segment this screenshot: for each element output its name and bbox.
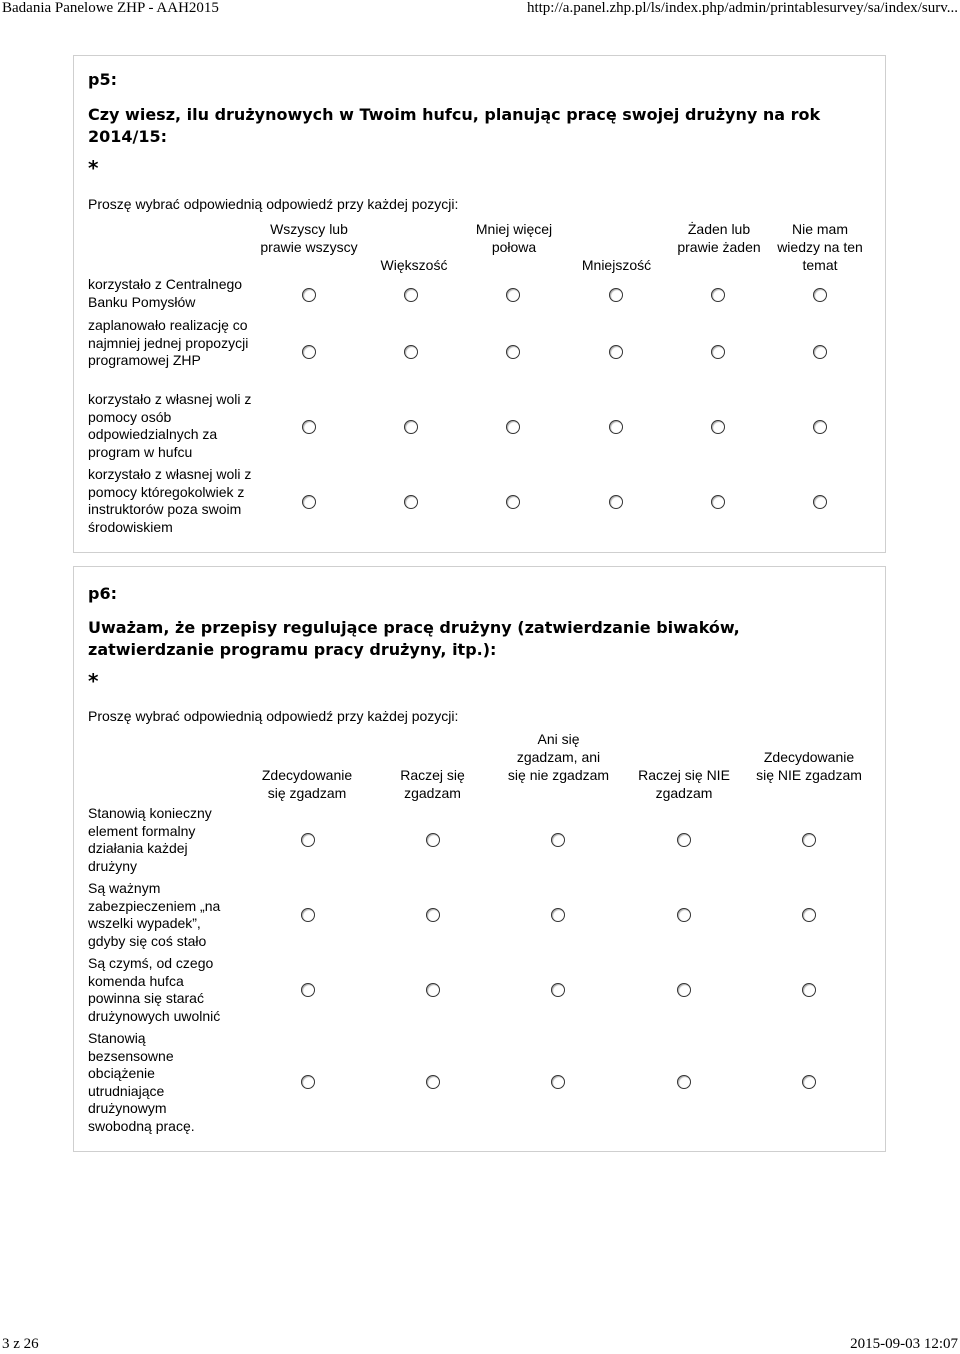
column-header: Raczej się zgadzam <box>400 767 465 801</box>
radio-button[interactable] <box>301 983 315 997</box>
radio-button[interactable] <box>711 420 725 434</box>
radio-button[interactable] <box>677 833 691 847</box>
radio-button[interactable] <box>301 1075 315 1089</box>
radio-button[interactable] <box>404 345 418 359</box>
radio-button[interactable] <box>404 495 418 509</box>
radio-button[interactable] <box>551 1075 565 1089</box>
radio-button[interactable] <box>551 908 565 922</box>
column-header: Żaden lub prawie żaden <box>677 221 761 255</box>
radio-button[interactable] <box>677 1075 691 1089</box>
header-title: Badania Panelowe ZHP - AAH2015 <box>2 0 219 16</box>
mandatory-marker: * <box>88 156 99 180</box>
radio-button[interactable] <box>301 908 315 922</box>
question-text: Uważam, że przepisy regulujące pracę drużyny (zatwierdzanie biwaków, zatwierdzanie programu pracy drużyny, itp.): <box>88 618 740 659</box>
column-header: Zdecydowanie się zgadzam <box>261 767 353 801</box>
column-header: Mniej więcej połowa <box>475 221 553 255</box>
help-text: Proszę wybrać odpowiednią odpowiedź przy każdej pozycji: <box>88 708 459 724</box>
row-label: korzystało z własnej woli z pomocy osób odpowiedzialnych za program w hufcu <box>88 391 252 460</box>
radio-button[interactable] <box>802 908 816 922</box>
radio-button[interactable] <box>426 908 440 922</box>
radio-button[interactable] <box>302 288 316 302</box>
radio-button[interactable] <box>802 1075 816 1089</box>
radio-button[interactable] <box>609 420 623 434</box>
question-code: p5: <box>88 70 117 89</box>
radio-button[interactable] <box>802 983 816 997</box>
row-label: korzystało z Centralnego Banku Pomysłów <box>88 276 243 310</box>
radio-button[interactable] <box>677 983 691 997</box>
question-code: p6: <box>88 584 117 603</box>
radio-button[interactable] <box>506 420 520 434</box>
column-header: Zdecydowanie się NIE zgadzam <box>756 749 862 783</box>
print-header <box>2 0 958 18</box>
column-header: Wszyscy lub prawie wszyscy <box>260 221 358 255</box>
column-header: Ani się zgadzam, ani się nie zgadzam <box>507 731 610 783</box>
row-label: Są czymś, od czego komenda hufca powinna się starać drużynowych uwolnić <box>88 955 221 1024</box>
column-header: Większość <box>380 257 448 273</box>
radio-button[interactable] <box>813 288 827 302</box>
radio-button[interactable] <box>302 345 316 359</box>
row-label: zaplanowało realizację co najmniej jednej propozycji programowej ZHP <box>88 317 249 368</box>
page-number: 3 z 26 <box>2 1336 39 1352</box>
radio-button[interactable] <box>302 495 316 509</box>
radio-button[interactable] <box>609 495 623 509</box>
question-p6 <box>73 566 886 1152</box>
radio-button[interactable] <box>711 288 725 302</box>
radio-button[interactable] <box>551 833 565 847</box>
row-label: korzystało z własnej woli z pomocy któregokolwiek z instruktorów poza swoim środowiskiem <box>88 466 252 535</box>
radio-button[interactable] <box>426 1075 440 1089</box>
header-url: http://a.panel.zhp.pl/ls/index.php/admin/printablesurvey/sa/index/surv... <box>526 0 958 16</box>
mandatory-marker: * <box>88 669 99 693</box>
radio-button[interactable] <box>609 345 623 359</box>
question-text: Czy wiesz, ilu drużynowych w Twoim hufcu, planując pracę swojej drużyny na rok 2014/15: <box>88 105 821 146</box>
radio-button[interactable] <box>813 345 827 359</box>
radio-button[interactable] <box>609 288 623 302</box>
radio-button[interactable] <box>302 420 316 434</box>
radio-button[interactable] <box>301 833 315 847</box>
radio-button[interactable] <box>426 983 440 997</box>
radio-button[interactable] <box>426 833 440 847</box>
radio-button[interactable] <box>506 345 520 359</box>
radio-button[interactable] <box>813 420 827 434</box>
radio-button[interactable] <box>711 345 725 359</box>
column-header: Nie mam wiedzy na ten temat <box>777 221 863 273</box>
column-header: Raczej się NIE zgadzam <box>638 767 730 801</box>
row-label: Stanowią bezsensowne obciążenie utrudniające drużynowym swobodną pracę. <box>88 1030 195 1134</box>
help-text: Proszę wybrać odpowiednią odpowiedź przy każdej pozycji: <box>88 196 459 212</box>
row-label: Są ważnym zabezpieczeniem „na wszelki wypadek”, gdyby się coś stało <box>88 880 221 949</box>
row-label: Stanowią konieczny element formalny działania każdej drużyny <box>88 805 212 874</box>
radio-button[interactable] <box>802 833 816 847</box>
radio-button[interactable] <box>506 288 520 302</box>
radio-button[interactable] <box>677 908 691 922</box>
radio-button[interactable] <box>551 983 565 997</box>
question-p5 <box>73 55 886 553</box>
radio-button[interactable] <box>506 495 520 509</box>
radio-button[interactable] <box>711 495 725 509</box>
radio-button[interactable] <box>813 495 827 509</box>
print-footer <box>2 1336 958 1354</box>
radio-button[interactable] <box>404 420 418 434</box>
column-header: Mniejszość <box>581 257 652 273</box>
radio-button[interactable] <box>404 288 418 302</box>
print-timestamp: 2015-09-03 12:07 <box>850 1336 958 1352</box>
